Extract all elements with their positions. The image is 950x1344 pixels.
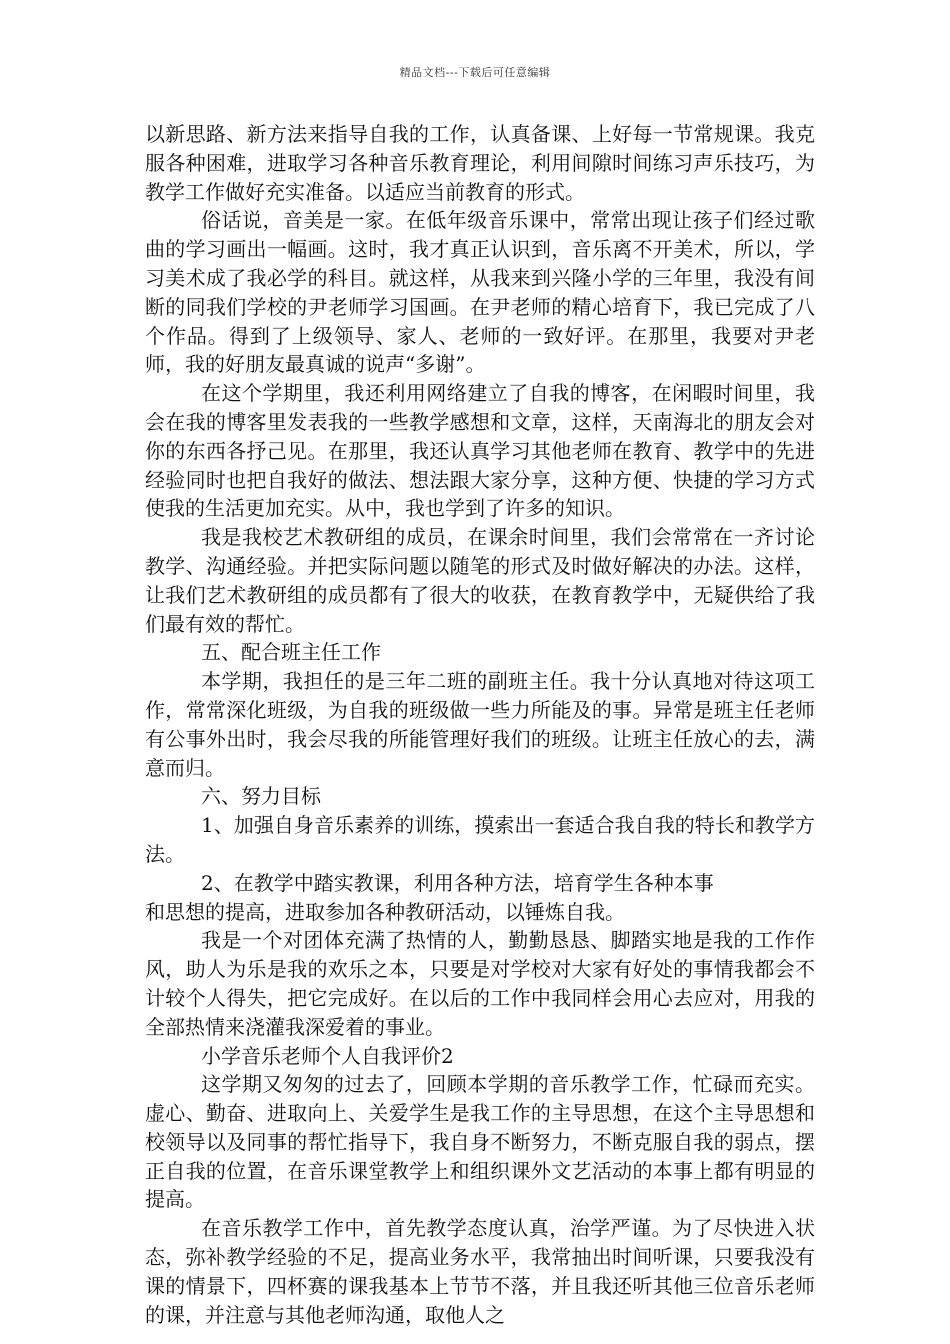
- paragraph: 这学期又匆匆的过去了，回顾本学期的音乐教学工作，忙碌而充实。虚心、勤奋、进取向上、关爱学生是我工作的主导思想，在这个主导思想和校领导以及同事的帮忙指导下，我自身不断努力，不断克服自我的弱点，摆正自我的位置，在音乐课堂教学上和组织课外文艺活动的本事上都有明显的提高。: [145, 1072, 815, 1212]
- section-heading: 五、配合班主任工作: [201, 640, 381, 665]
- paragraph: 以新思路、新方法来指导自我的工作，认真备课、上好每一节常规课。我克服各种困难，进取学习各种音乐教育理论，利用间隙时间练习声乐技巧，为教学工作做好充实准备。以适应当前教育的形式。: [145, 122, 815, 204]
- section-heading: 六、努力目标: [201, 784, 321, 809]
- section-title: 小学音乐老师个人自我评价2: [201, 1043, 454, 1068]
- paragraph: 俗话说，音美是一家。在低年级音乐课中，常常出现让孩子们经过歌曲的学习画出一幅画。这时，我才真正认识到，音乐离不开美术，所以，学习美术成了我必学的科目。就这样，从我来到兴隆小学的三年里，我没有间断的同我们学校的尹老师学习国画。在尹老师的精心培育下，我已完成了八个作品。得到了上级领导、家人、老师的一致好评。在那里，我要对尹老师，我的好朋友最真诚的说声“多谢”。: [145, 208, 815, 377]
- paragraph: 我是我校艺术教研组的成员，在课余时间里，我们会常常在一齐讨论教学、沟通经验。并把实际问题以随笔的形式及时做好解决的办法。这样，让我们艺术教研组的成员都有了很大的收获，在教育教学中，无疑供给了我们最有效的帮忙。: [145, 525, 815, 636]
- document-body: [145, 120, 815, 1329]
- list-item-continuation: 和思想的提高，进取参加各种教研活动，以锤炼自我。: [145, 899, 625, 924]
- paragraph: 在这个学期里，我还利用网络建立了自我的博客，在闲暇时间里，我会在我的博客里发表我的一些教学感想和文章，这样，天南海北的朋友会对你的东西各抒己见。在那里，我还认真学习其他老师在教育、教学中的先进经验同时也把自我好的做法、想法跟大家分享，这种方便、快捷的学习方式使我的生活更加充实。从中，我也学到了许多的知识。: [145, 381, 815, 521]
- list-item: 2、在教学中踏实教课，利用各种方法，培育学生各种本事: [201, 870, 714, 895]
- paragraph: 本学期，我担任的是三年二班的副班主任。我十分认真地对待这项工作，常常深化班级，为自我的班级做一些力所能及的事。异常是班主任老师有公事外出时，我会尽我的所能管理好我们的班级。让班主任放心的去，满意而归。: [145, 669, 815, 780]
- paragraph: 我是一个对团体充满了热情的人，勤勤恳恳、脚踏实地是我的工作作风，助人为乐是我的欢乐之本，只要是对学校对大家有好处的事情我都会不计较个人得失，把它完成好。在以后的工作中我同样会用心去应对，用我的全部热情来浇灌我深爱着的事业。: [145, 928, 815, 1039]
- document-header: 精品文档---下载后可任意编辑: [399, 66, 551, 79]
- paragraph: 在音乐教学工作中，首先教学态度认真，治学严谨。为了尽快进入状态，弥补教学经验的不足，提高业务水平，我常抽出时间听课，只要我没有课的情景下，四杯赛的课我基本上节节不落，并且我还听其他三位音乐老师的课，并注意与其他老师沟通，取他人之: [145, 1216, 815, 1327]
- list-item: 1、加强自身音乐素养的训练，摸索出一套适合我自我的特长和教学方法。: [145, 813, 815, 866]
